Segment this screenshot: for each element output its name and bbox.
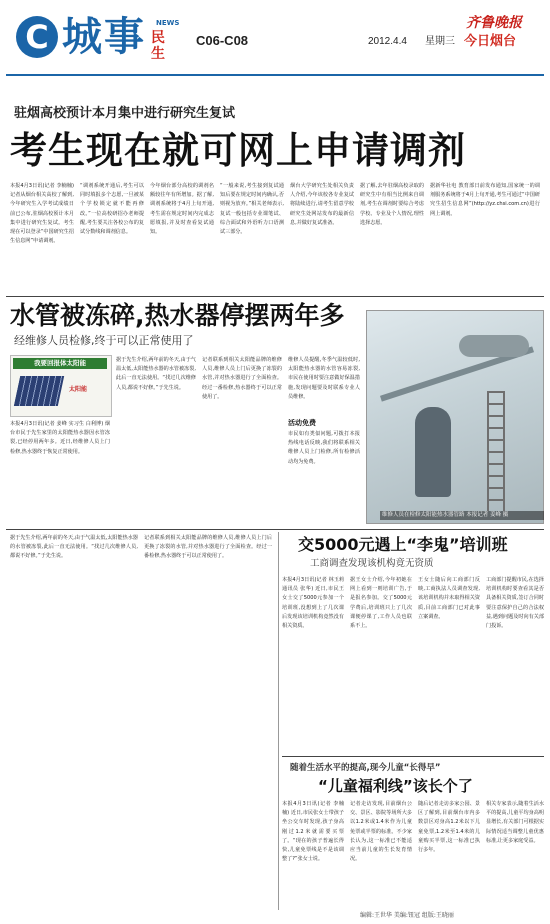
article4-col1: 本报4月3日讯(记者 李楠楠) 近日,市民张女士带孩子坐公交车时发现,孩子身高刚过1.2米就需要买票了。“现在的孩子普遍长得快,儿童免票线是不是该调整了?”张女士说。 [282, 801, 344, 863]
section-divider [6, 296, 544, 297]
article1-col4: “一般来说,考生接到复试通知后要在规定时间内确认,否则视为放弃。”相关老师表示,复试一般包括专业课笔试、综合面试和外语听力口语测试三部分。 [220, 183, 284, 236]
article3-col1: 本报4月3日讯(记者 林玉莉 通讯员 张华) 近日,市民王女士交了5000元参加一个培训班,没想到上了几次课后发现该培训机构竟然没有相关资质。 [282, 577, 344, 630]
article4-headline: “儿童福利线”该长个了 [318, 777, 473, 795]
article1-subtitle: 驻烟高校预计本月集中进行研究生复试 [14, 106, 236, 121]
ad-title: 我要回报体太阳能 [13, 358, 107, 369]
article2-col6: 市民如有类似问题,可拨打本报热线电话反映,我们将联系相关维修人员上门检修,所有检修活动均为免费。 [288, 431, 360, 465]
article1-col6: 据了解,去年驻烟高校录取的研究生中有相当比例来自调剂,考生在调剂时要综合考虑学校、专业及个人情况,理性选择志愿。 [360, 183, 424, 226]
article1-col7: 据新华社电 教育部日前发布通知,国家统一的调剂服务系统将于4月上旬开通,考生可通过“中国研究生招生信息网”(http://yz.chsi.com.cn)进行网上调剂。 [430, 183, 540, 217]
article4-col2: 记者走访发现,目前烟台公交、景区、影院等场所大多以1.2米或1.4米作为儿童免票或半票的标准。不少家长认为,这一标准已不能适应当前儿童的生长发育情况。 [350, 801, 412, 863]
article2-photo [366, 310, 544, 524]
article2-col4: 维修人员提醒,冬季气温较低时,太阳能热水器的水管容易冻裂,市民在使用时要注意做好保温措施,发现问题要及时联系专业人员维修。 [288, 357, 360, 400]
section-divider-3 [282, 756, 544, 757]
article1-col5: 烟台大学研究生处相关负责人介绍,今年该校各专业复试将陆续进行,请考生留意学校研究生处网站发布的最新信息,并做好复试准备。 [290, 183, 354, 226]
article2-col2-continued: 据于先生介绍,两年前的冬天,由于气温太低,太阳能热水器的水管被冻裂,此后一直无法使用。“找过几次维修人员,都说不好修。”于先生说。 [10, 535, 138, 560]
article1-col1: 本报4月3日讯(记者 李楠楠) 记者从烟台相关高校了解到,今年研究生入学考试成绩日前已公布,驻烟高校预计本月集中进行研究生复试。考生现在可以登录“中国研究生招生信息网”申请调剂。 [10, 183, 74, 245]
article2-col3-continued: 记者联系到相关太阳能品牌的维修人员,维修人员上门后更换了冻裂的水管,并对热水器进行了全面检查。经过一番检修,热水器终于可以正常使用了。 [144, 535, 272, 560]
worker-figure-icon [415, 407, 451, 497]
article2-headline: 水管被冻碎,热水器停摆两年多 [10, 301, 345, 330]
article2-col2: 据于先生介绍,两年前的冬天,由于气温太低,太阳能热水器的水管被冻裂,此后一直无法使用。“找过几次维修人员,都说不好修。”于先生说。 [116, 357, 196, 391]
article3-headline: 交5000元遇上“李鬼”培训班 [298, 535, 508, 554]
article3-col3: 王女士随后向工商部门反映,工商执法人员调查发现,该培训机构并未取得相关资质,目前工商部门已对此事立案调查。 [418, 577, 480, 620]
column-rule [278, 532, 279, 910]
article2-subheadline: 经维修人员检修,终于可以正常使用了 [14, 334, 194, 347]
issue-date: 2012.4.4 [368, 36, 407, 47]
article1-col2: “调剂系统开通后,考生可以同时填报多个志愿,一旦被某个学校锁定就不能再修改。”一位高校研招办老师提醒,考生要关注各校公布的复试分数线和调剂信息。 [80, 183, 144, 236]
article4-kicker: 随着生活水平的提高,现今儿童“长得早” [290, 763, 441, 773]
ladder-icon [487, 391, 505, 511]
ad-box [10, 355, 112, 417]
water-tank-icon [459, 335, 529, 357]
article2-photo-caption: 维修人员在检修太阳能热水器管路 本报记者 姜峰 摄 [380, 511, 544, 520]
header-rule [6, 74, 544, 76]
issue-weekday: 星期三 [425, 36, 455, 47]
page-range: C06-C08 [196, 33, 249, 48]
section-title: 城事 [62, 14, 146, 60]
news-label: NEWS [156, 19, 180, 27]
article1-col3: 今年烟台部分高校的调剂名额较往年有所增加。据了解,调剂系统将于4月上旬开通,考生需在规定时间内完成志愿填报,并及时查看复试通知。 [150, 183, 214, 236]
article2-col3: 记者联系到相关太阳能品牌的维修人员,维修人员上门后更换了冻裂的水管,并对热水器进行了全面检查。经过一番检修,热水器终于可以正常使用了。 [202, 357, 282, 400]
article4-col4: 相关专家表示,随着生活水平的提高,儿童平均身高明显增长,有关部门可根据实际情况适当调整儿童优惠标准,让更多家庭受益。 [486, 801, 544, 844]
article4-col3: 随后记者走访多家公园、景区了解到,目前烟台市内多数景区对身高1.2米以下儿童免票,1.2米至1.4米的儿童购买半票,这一标准已执行多年。 [418, 801, 480, 854]
logo-circle-icon: C [16, 16, 58, 58]
ad-label: 太阳能 [69, 386, 88, 393]
masthead [6, 6, 544, 70]
solar-panel-icon [14, 376, 64, 406]
article3-subheadline: 工商调查发现该机构竟无资质 [310, 558, 434, 569]
paper-logo: 齐鲁晚报 [466, 15, 522, 31]
section-divider-2 [6, 529, 544, 530]
edition-name: 今日烟台 [464, 34, 517, 49]
page-footer: 编辑:王世华 美编:钮冠 组版:王晓丽 [360, 912, 454, 919]
article2-col1: 本报4月3日讯(记者 姜峰 实习生 白利博) 烟台市民于先生家里的太阳能热水器因水管冻裂,已经停用两年多。近日,经维修人员上门检修,热水器终于恢复正常使用。 [10, 421, 110, 455]
section-name: 民生 [151, 30, 165, 62]
article3-col2: 据王女士介绍,今年初她在网上看到一则培训广告,于是报名参加。交了5000元学费后,培训班只上了几次课便停课了,工作人员也联系不上。 [350, 577, 412, 630]
article2-box-heading: 活动免费 [288, 419, 316, 427]
article3-col4: 工商部门提醒市民,在选择培训机构时要查看其是否具备相关资质,签订合同时要注意保护自己的合法权益,遇到问题及时向有关部门投诉。 [486, 577, 544, 630]
article1-headline: 考生现在就可网上申请调剂 [10, 129, 466, 172]
